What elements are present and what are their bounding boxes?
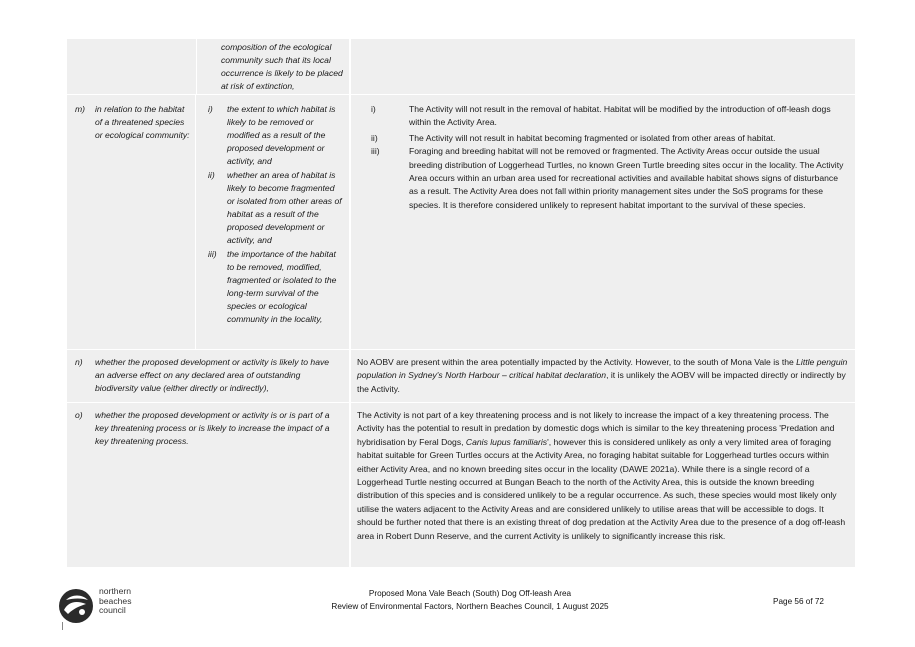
criterion-m [67, 95, 196, 349]
divider [62, 622, 63, 630]
table-row [67, 349, 855, 402]
criterion-label: m) [75, 104, 86, 114]
subitem [202, 103, 343, 168]
table-row [67, 402, 855, 567]
response-item [351, 145, 847, 212]
criterion-cell [67, 403, 351, 567]
page-number: Page 56 of 72 [773, 597, 824, 606]
criterion-cell [67, 350, 351, 402]
response-text: The Activity is not part of a key threatening process and is not likely to increase the impact of a key threatening process. The Activity has the potential to result in predation by domestic dogs which is similar to the key threatening process 'Predation and hybridisation by Feral Dogs, [357, 410, 835, 447]
criterion-text: in relation to the habitat of a threatened species or ecological community: [95, 104, 190, 140]
response-text-end: , it is unlikely the AOBV will be impacted directly or indirectly by the Activity. [357, 370, 846, 394]
criterion-text: whether the proposed development or activity is likely to have an adverse effect on any declared area of outstanding biodiversity value (either directly or indirectly), [95, 357, 330, 393]
criterion-cell [67, 95, 351, 349]
response-cell [351, 403, 855, 567]
subitem [202, 248, 343, 326]
assessment-table [67, 38, 855, 567]
response-item [351, 132, 847, 145]
criterion-text: whether the proposed development or activity is or is part of a key threatening process or is likely to increase the impact of a key threatening process. [95, 410, 330, 446]
subitem-number: iii) [208, 249, 217, 259]
subitem-number: ii) [208, 170, 215, 180]
criterion-cell [67, 39, 351, 94]
response-cell [351, 350, 855, 402]
table-row [67, 94, 855, 349]
criterion-label: n) [75, 357, 83, 367]
criterion-subitems [196, 95, 349, 349]
subitem-number: i) [208, 104, 213, 114]
response-item [351, 103, 847, 130]
subitem-text: the extent to which habitat is likely to be removed or modified as a result of the proposed development or activity, and [227, 104, 336, 166]
response-text: No AOBV are present within the area potentially impacted by the Activity. However, to the south of Mona Vale is the [357, 357, 797, 367]
council-name [99, 587, 132, 616]
page-footer [0, 580, 915, 647]
response-italic: Little penguin population in Sydney's North Harbour – critical habitat declaration [357, 357, 848, 381]
response-text-end: ', however this is considered unlikely as only a very limited area of foraging habitat suitable for Green Turtles occurs at the Activity Area, no foraging habitat suitable for Loggerhead turtles occurs within either Activity Area, and no known breeding sites occur in the locality (DAWE 2021a). While there is a single record of a Loggerhead Turtle nesting occurred at Bungan Beach to the north of the Activity Area, this is outside the known breeding distribution of this species and is considered unlikely to be a regular occurrence. As such, these species would most likely only utilise the waters adjacent to the Activity Areas and are considered unlikely to utilise areas that will be accessible to dogs. It should be further noted that there is an existing threat of dog predation at the Activity Area due to the presence of a dog off-leash area in Robert Dunn Reserve, and the current Activity is unlikely to significantly increase this risk. [357, 436, 846, 541]
response-text: The Activity will not result in the removal of habitat. Habitat will be modified by the introduction of off-leash dogs within the Activity Area. [409, 104, 831, 128]
criterion-label: o) [75, 410, 83, 420]
response-italic: Canis lupus familiaris [465, 436, 548, 447]
subitem [202, 169, 343, 247]
response-text: Foraging and breeding habitat will not be removed or fragmented. The Activity Areas occur outside the usual breeding distribution of Loggerhead Turtles, no known Green Turtle breeding sites occur in the locality. The Activity Area occurs within an urban area used for recreational activities and available habitat shows signs of disturbance as a result. The Activity Area does not fall within priority management sites under the SoS programs for these species. It is therefore considered unlikely to represent habitat important to the survival of these species. [409, 146, 844, 210]
criterion-blank [67, 39, 197, 94]
criterion-continuation-text: composition of the ecological community such that its local occurrence is likely to be placed at risk of extinction, [221, 42, 343, 91]
response-number: iii) [371, 146, 380, 157]
logo-line: northern [99, 586, 132, 596]
response-cell [351, 95, 855, 349]
table-row [67, 38, 855, 94]
response-number: i) [371, 104, 376, 114]
document-title [300, 588, 640, 613]
document-title-line: Review of Environmental Factors, Northern Beaches Council, 1 August 2025 [331, 601, 609, 611]
response-number: ii) [371, 132, 378, 143]
logo-line: council [99, 605, 126, 615]
document-title-line: Proposed Mona Vale Beach (South) Dog Off-leash Area [368, 589, 572, 598]
subitem-text: the importance of the habitat to be removed, modified, fragmented or isolated to the long-term survival of the species or ecological community in the locality, [227, 249, 337, 324]
response-text: The Activity will not result in habitat becoming fragmented or isolated from other areas of habitat. [409, 132, 776, 143]
subitem-text: whether an area of habitat is likely to become fragmented or isolated from other areas of habitat as a result of the proposed development or activity, and [227, 170, 342, 245]
response-cell [351, 39, 855, 94]
logo-line: beaches [99, 595, 132, 606]
council-logo-icon [56, 586, 96, 626]
